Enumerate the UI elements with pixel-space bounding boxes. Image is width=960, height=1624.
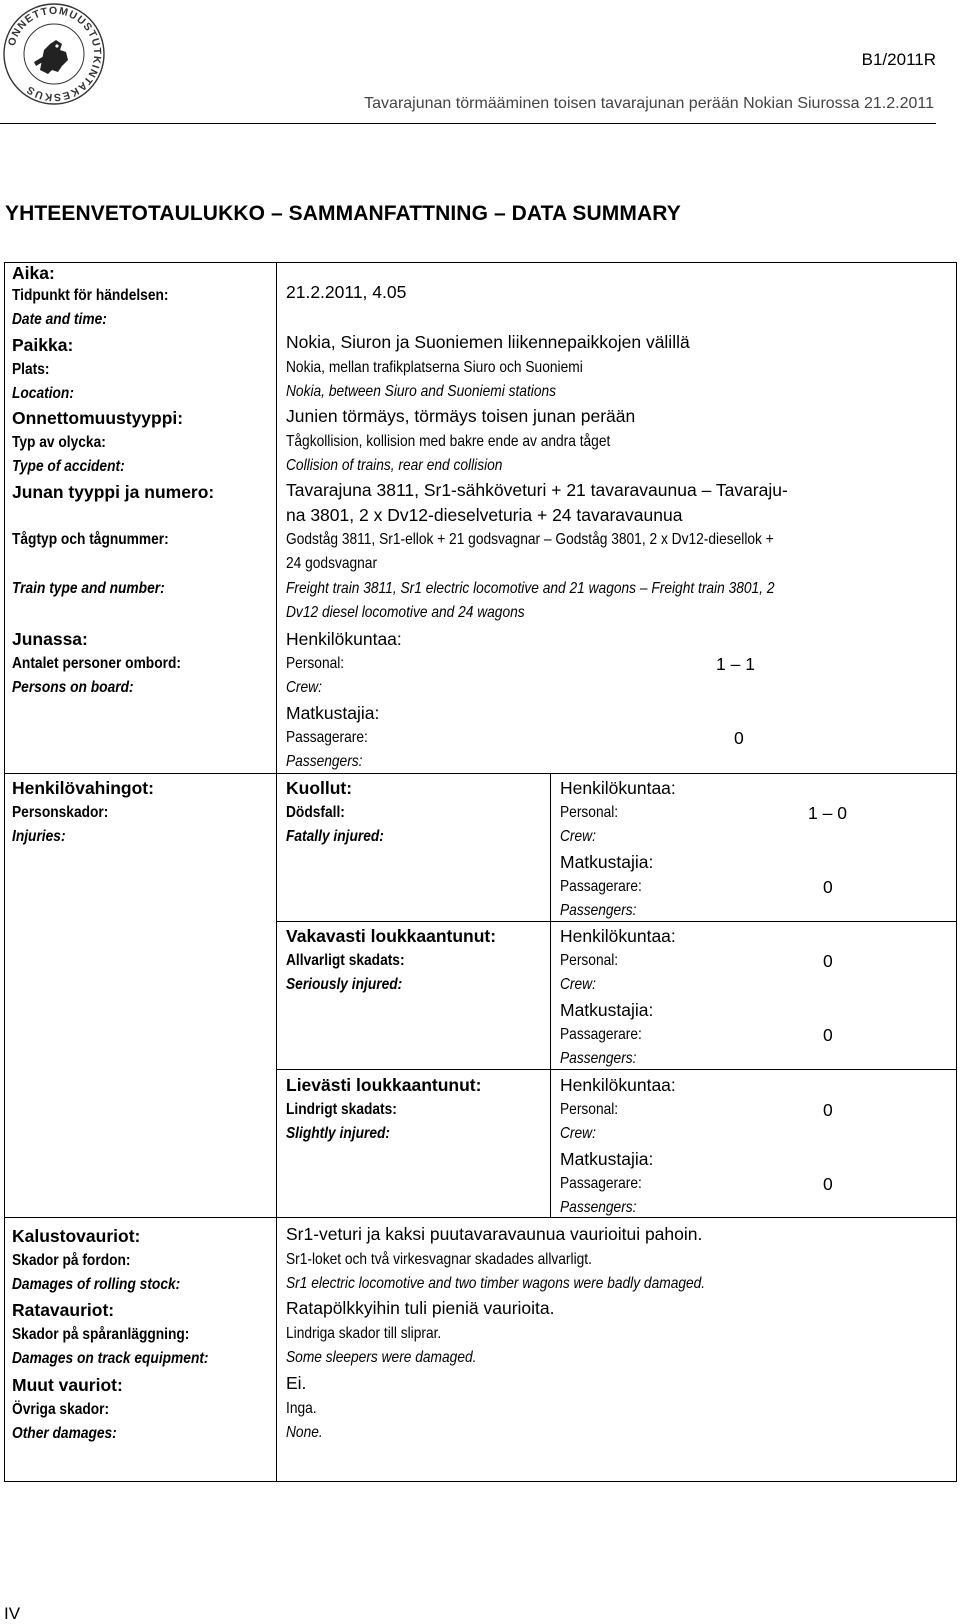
value-train-en-line1: Freight train 3811, Sr1 electric locomotive and 21 wagons – Freight train 3801, 2 (286, 580, 775, 597)
injury-slight-sv: Lindrigt skadats: (286, 1101, 397, 1118)
value-rolling-sv: Sr1-loket och två virkesvagnar skadades allvarligt. (286, 1251, 592, 1268)
label-onboard-sv: Antalet personer ombord: (12, 655, 181, 672)
label-track-en: Damages on track equipment: (12, 1350, 209, 1367)
onboard-passengers-sv: Passagerare: (286, 729, 368, 746)
label-type-fi: Onnettomuustyyppi: (12, 408, 184, 428)
agency-seal-logo (0, 0, 108, 108)
onboard-passengers-en: Passengers: (286, 753, 363, 770)
fatal-passengers-fi: Matkustajia: (560, 852, 654, 872)
serious-staff-en: Crew: (560, 976, 596, 993)
value-place-fi: Nokia, Siuron ja Suoniemen liikennepaikkojen välillä (286, 332, 690, 352)
injury-slight-fi: Lievästi loukkaantunut: (286, 1075, 482, 1095)
fatal-staff-en: Crew: (560, 828, 596, 845)
label-type-sv: Typ av olycka: (12, 434, 106, 451)
serious-passengers-value: 0 (823, 1025, 833, 1045)
label-rolling-en: Damages of rolling stock: (12, 1276, 181, 1293)
value-rolling-en: Sr1 electric locomotive and two timber wagons were badly damaged. (286, 1275, 706, 1292)
value-place-en: Nokia, between Siuro and Suoniemi stations (286, 383, 557, 400)
label-track-sv: Skador på spåranläggning: (12, 1326, 190, 1343)
onboard-staff-value: 1 – 1 (716, 654, 755, 674)
value-type-en: Collision of trains, rear end collision (286, 457, 503, 474)
value-track-sv: Lindriga skador till sliprar. (286, 1325, 442, 1342)
injuries-column-divider (550, 773, 551, 1217)
label-place-en: Location: (12, 385, 74, 402)
value-other-en: None. (286, 1424, 323, 1441)
document-subtitle: Tavarajunan törmääminen toisen tavarajunan perään Nokian Siurossa 21.2.2011 (364, 95, 934, 112)
fatal-passengers-value: 0 (823, 877, 833, 897)
slight-staff-fi: Henkilökuntaa: (560, 1075, 676, 1095)
label-track-fi: Ratavauriot: (12, 1300, 115, 1320)
label-type-en: Type of accident: (12, 458, 125, 475)
label-time-en: Date and time: (12, 311, 107, 328)
page-number: IV (4, 1604, 21, 1623)
injury-serious-en: Seriously injured: (286, 976, 403, 993)
label-place-sv: Plats: (12, 361, 50, 378)
label-rolling-fi: Kalustovauriot: (12, 1226, 141, 1246)
row-divider (5, 773, 956, 774)
onboard-passengers-fi: Matkustajia: (286, 703, 380, 723)
row-divider (276, 1069, 956, 1070)
slight-passengers-fi: Matkustajia: (560, 1149, 654, 1169)
value-train-fi-line1: Tavarajuna 3811, Sr1-sähköveturi + 21 tavaravaunua – Tavaraju- (286, 480, 788, 500)
injury-fatal-sv: Dödsfall: (286, 804, 345, 821)
onboard-staff-sv: Personal: (286, 655, 345, 672)
label-rolling-sv: Skador på fordon: (12, 1252, 131, 1269)
slight-staff-value: 0 (823, 1100, 833, 1120)
injury-fatal-fi: Kuollut: (286, 778, 353, 798)
serious-passengers-fi: Matkustajia: (560, 1000, 654, 1020)
label-onboard-en: Persons on board: (12, 679, 134, 696)
slight-staff-en: Crew: (560, 1125, 596, 1142)
value-place-sv: Nokia, mellan trafikplatserna Siuro och Suoniemi (286, 359, 583, 376)
label-other-fi: Muut vauriot: (12, 1375, 123, 1395)
fatal-passengers-en: Passengers: (560, 902, 637, 919)
label-time-sv: Tidpunkt för händelsen: (12, 287, 169, 304)
value-rolling-fi: Sr1-veturi ja kaksi puutavaravaunua vaurioitui pahoin. (286, 1224, 703, 1244)
serious-staff-value: 0 (823, 951, 833, 971)
value-type-sv: Tågkollision, kollision med bakre ende av andra tåget (286, 433, 611, 450)
svg-text:ONNETTOMUUSTUTKINTAKESKUS: ONNETTOMUUSTUTKINTAKESKUS (5, 4, 104, 104)
value-other-fi: Ei. (286, 1373, 307, 1393)
value-type-fi: Junien törmäys, törmäys toisen junan perään (286, 406, 636, 426)
label-other-en: Other damages: (12, 1425, 117, 1442)
page-title: YHTEENVETOTAULUKKO – SAMMANFATTNING – DATA SUMMARY (5, 202, 681, 225)
label-place-fi: Paikka: (12, 335, 74, 355)
value-train-sv-line2: 24 godsvagnar (286, 555, 378, 572)
injury-serious-fi: Vakavasti loukkaantunut: (286, 926, 497, 946)
label-onboard-fi: Junassa: (12, 629, 88, 649)
label-train-fi: Junan tyyppi ja numero: (12, 482, 215, 502)
value-train-fi-line2: na 3801, 2 x Dv12-dieselveturia + 24 tavaravaunua (286, 505, 683, 525)
label-injuries-sv: Personskador: (12, 804, 109, 821)
serious-staff-fi: Henkilökuntaa: (560, 926, 676, 946)
header-rule (0, 123, 936, 124)
onboard-staff-fi: Henkilökuntaa: (286, 629, 402, 649)
label-train-en: Train type and number: (12, 580, 165, 597)
slight-passengers-value: 0 (823, 1174, 833, 1194)
fatal-staff-sv: Personal: (560, 804, 619, 821)
label-other-sv: Övriga skador: (12, 1401, 110, 1418)
serious-passengers-sv: Passagerare: (560, 1026, 642, 1043)
serious-staff-sv: Personal: (560, 952, 619, 969)
label-train-sv: Tågtyp och tågnummer: (12, 531, 169, 548)
injury-serious-sv: Allvarligt skadats: (286, 952, 405, 969)
slight-passengers-sv: Passagerare: (560, 1175, 642, 1192)
onboard-passengers-value: 0 (734, 728, 744, 748)
fatal-staff-fi: Henkilökuntaa: (560, 778, 676, 798)
value-track-fi: Ratapölkkyihin tuli pieniä vaurioita. (286, 1298, 555, 1318)
label-time-fi: Aika: (12, 263, 55, 283)
value-other-sv: Inga. (286, 1400, 317, 1417)
value-time: 21.2.2011, 4.05 (286, 282, 407, 302)
column-divider (276, 263, 277, 1481)
serious-passengers-en: Passengers: (560, 1050, 637, 1067)
injury-fatal-en: Fatally injured: (286, 828, 384, 845)
label-injuries-fi: Henkilövahingot: (12, 778, 154, 798)
document-id: B1/2011R (861, 50, 936, 69)
fatal-passengers-sv: Passagerare: (560, 878, 642, 895)
value-train-en-line2: Dv12 diesel locomotive and 24 wagons (286, 604, 525, 621)
row-divider (5, 1217, 956, 1218)
injury-slight-en: Slightly injured: (286, 1125, 390, 1142)
value-track-en: Some sleepers were damaged. (286, 1349, 477, 1366)
onboard-staff-en: Crew: (286, 679, 322, 696)
slight-passengers-en: Passengers: (560, 1199, 637, 1216)
fatal-staff-value: 1 – 0 (808, 803, 847, 823)
slight-staff-sv: Personal: (560, 1101, 619, 1118)
label-injuries-en: Injuries: (12, 828, 66, 845)
value-train-sv-line1: Godståg 3811, Sr1-ellok + 21 godsvagnar – Godståg 3801, 2 x Dv12-diesellok + (286, 531, 774, 548)
row-divider (276, 921, 956, 922)
